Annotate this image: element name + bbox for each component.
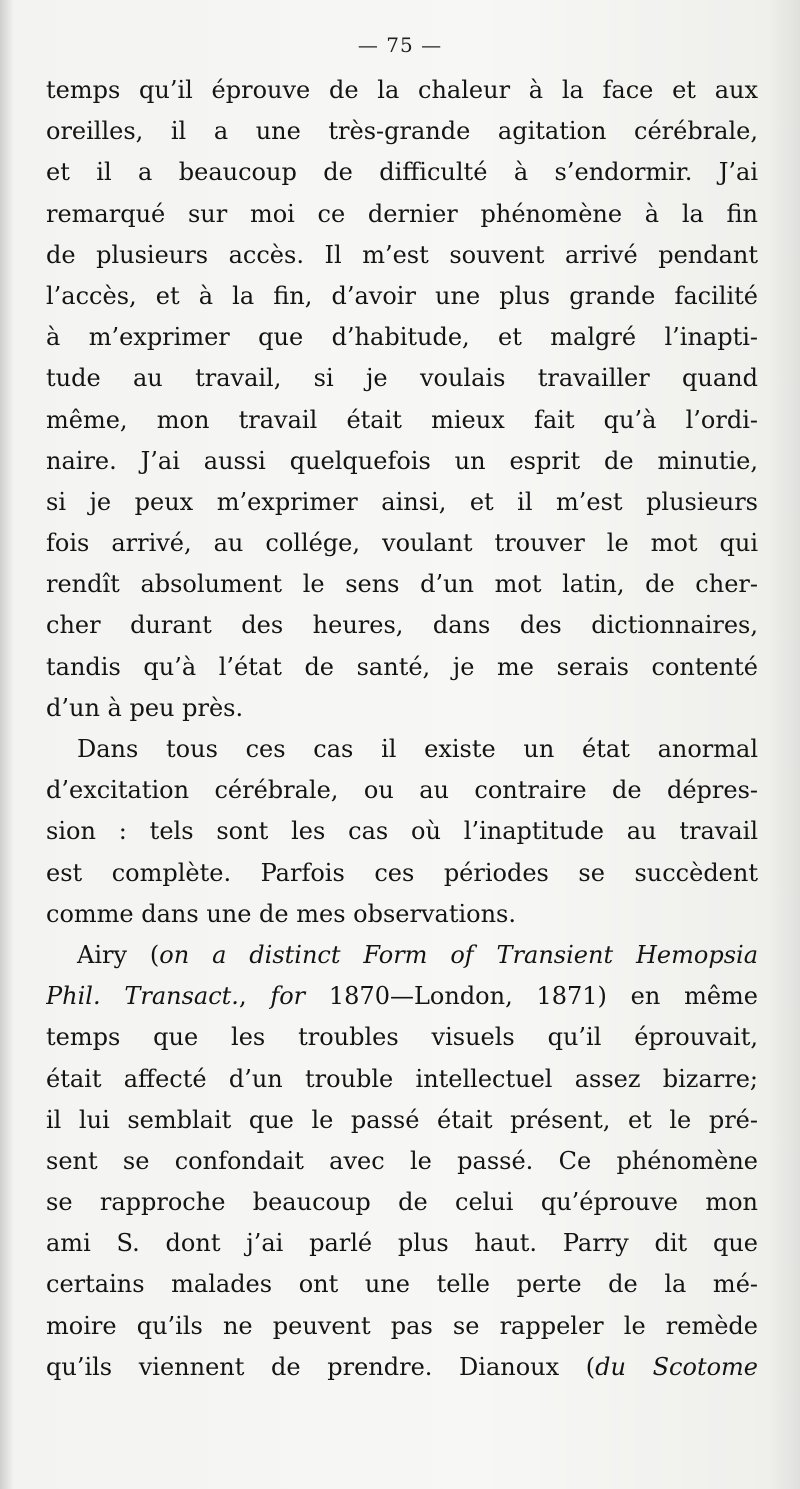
text-line: et il a beaucoup de difficulté à s’endormir. J’ai — [46, 158, 758, 187]
text-line: d’excitation cérébrale, ou au contraire de dépres- — [46, 776, 758, 805]
text-line — [46, 976, 758, 1017]
text-line: certains malades ont une telle perte de la mé- — [46, 1270, 758, 1299]
text-run: , — [238, 982, 271, 1011]
text-line: à m’exprimer que d’habitude, et malgré l’inapti- — [46, 323, 758, 352]
text-line: rendît absolument le sens d’un mot latin, de cher- — [46, 570, 758, 599]
citation-title: du Scotome — [595, 1352, 758, 1381]
text-line: est complète. Parfois ces périodes se succèdent — [46, 858, 758, 887]
text-line: sion : tels sont les cas où l’inaptitude au travail — [46, 817, 758, 846]
text-line: cher durant des heures, dans des dictionnaires, — [46, 611, 758, 640]
text-line: l’accès, et à la fin, d’avoir une plus grande facilité — [46, 281, 758, 310]
text-line: moire qu’ils ne peuvent pas se rappeler le remède — [46, 1311, 758, 1340]
citation-journal: Phil. Transact. — [46, 982, 239, 1011]
text-line: sent se confondait avec le passé. Ce phénomène — [46, 1146, 758, 1175]
text-line: remarqué sur moi ce dernier phénomène à la fin — [46, 199, 758, 228]
text-line: il lui semblait que le passé était présent, et le pré- — [46, 1105, 758, 1134]
text-line: Dans tous ces cas il existe un état anormal — [77, 735, 758, 763]
text-line: si je peux m’exprimer ainsi, et il m’est plusieurs — [46, 487, 758, 516]
text-line: oreilles, il a une très-grande agitation cérébrale, — [46, 117, 758, 146]
paragraph-2 — [46, 729, 758, 935]
text-line: temps qu’il éprouve de la chaleur à la face et aux — [46, 76, 758, 104]
text-line: se rapproche beaucoup de celui qu’éprouve mon — [46, 1188, 758, 1217]
text-line: ami S. dont j’ai parlé plus haut. Parry dit que — [46, 1229, 758, 1258]
text-line — [46, 1347, 758, 1388]
text-line: de plusieurs accès. Il m’est souvent arrivé pendant — [46, 240, 758, 269]
text-run: qu’ils viennent de prendre. Dianoux ( — [46, 1352, 596, 1381]
text-line — [46, 935, 758, 976]
text-line: même, mon travail était mieux fait qu’à l’ordi- — [46, 405, 758, 434]
text-line: était affecté d’un trouble intellectuel assez bizarre; — [46, 1064, 758, 1093]
text-run: 1870—London, 1871) en même — [305, 982, 758, 1011]
text-line: d’un à peu près. — [46, 693, 244, 722]
text-run: Airy ( — [77, 940, 160, 969]
citation-for: for — [270, 982, 306, 1011]
text-line: temps que les troubles visuels qu’il éprouvait, — [46, 1023, 758, 1052]
page-number: — 75 — — [357, 33, 443, 57]
text-line: fois arrivé, au collége, voulant trouver le mot qui — [46, 529, 758, 558]
text-line: tandis qu’à l’état de santé, je me serais contenté — [46, 652, 758, 681]
text-line: naire. J’ai aussi quelquefois un esprit de minutie, — [46, 446, 758, 475]
text-line: tude au travail, si je voulais travailler quand — [46, 364, 758, 393]
body-text — [46, 70, 758, 1388]
text-line: comme dans une de mes observations. — [46, 899, 517, 928]
paragraph-1 — [46, 70, 758, 729]
paragraph-3 — [46, 935, 758, 1388]
citation-title: on a distinct Form of Transient Hemopsia — [159, 940, 758, 969]
